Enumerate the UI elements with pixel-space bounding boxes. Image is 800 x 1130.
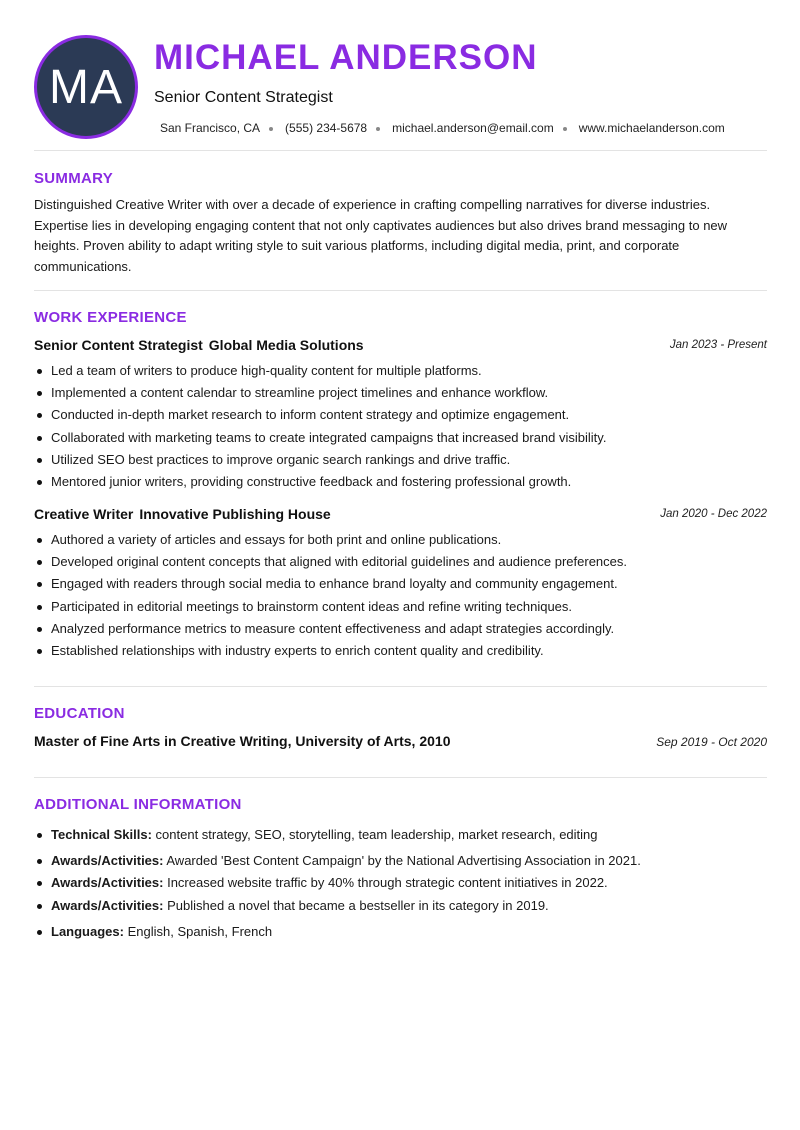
list-item [34, 824, 767, 846]
list-item: Established relationships with industry experts to enrich content quality and credibility. [34, 640, 767, 662]
list-item: Analyzed performance metrics to measure content effectiveness and adapt strategies accordingly. [34, 618, 767, 640]
list-item: Utilized SEO best practices to improve organic search rankings and drive traffic. [34, 449, 767, 471]
job-entry [34, 337, 767, 493]
list-item: Implemented a content calendar to streamline project timelines and enhance workflow. [34, 382, 767, 404]
contact-email[interactable]: michael.anderson@email.com [392, 121, 554, 135]
list-item [34, 872, 767, 894]
section-divider [34, 686, 767, 687]
list-item: Developed original content concepts that aligned with editorial guidelines and audience preferences. [34, 551, 767, 573]
job-company: Innovative Publishing House [139, 506, 331, 522]
job-company: Global Media Solutions [208, 337, 364, 353]
education-heading: EDUCATION [34, 705, 125, 722]
additional-info-heading: ADDITIONAL INFORMATION [34, 796, 242, 813]
contact-location: San Francisco, CA [160, 121, 261, 135]
separator-dot [376, 127, 380, 131]
candidate-title: Senior Content Strategist [154, 89, 333, 106]
education-degree: Master of Fine Arts in Creative Writing, University of Arts, 2010 [34, 733, 451, 749]
work-experience-heading: WORK EXPERIENCE [34, 309, 187, 326]
job-header [34, 506, 767, 526]
info-label: Languages: [51, 923, 124, 939]
summary-heading: SUMMARY [34, 170, 114, 187]
list-item: Led a team of writers to produce high-quality content for multiple platforms. [34, 360, 767, 382]
list-item: Mentored junior writers, providing constructive feedback and fostering professional growth. [34, 471, 767, 493]
list-item [34, 921, 767, 943]
section-divider [34, 777, 767, 778]
separator-dot [563, 127, 567, 131]
resume-page [34, 0, 767, 939]
list-item: Collaborated with marketing teams to create integrated campaigns that increased brand visibility. [34, 427, 767, 449]
education-entry [34, 733, 767, 753]
info-text: Published a novel that became a bestseller in its category in 2019. [167, 897, 549, 913]
job-role: Senior Content Strategist [34, 337, 203, 353]
section-divider [34, 150, 767, 151]
contact-website[interactable]: www.michaelanderson.com [578, 121, 725, 135]
list-item [34, 850, 767, 872]
candidate-name: MICHAEL ANDERSON [154, 38, 538, 77]
additional-info-list [34, 820, 767, 943]
info-text: Awarded 'Best Content Campaign' by the National Advertising Association in 2021. [166, 853, 641, 869]
job-bullets [34, 360, 767, 493]
list-item [34, 895, 767, 917]
list-item: Authored a variety of articles and essays for both print and online publications. [34, 529, 767, 551]
info-label: Awards/Activities: [51, 875, 164, 891]
info-text: content strategy, SEO, storytelling, team leadership, market research, editing [155, 827, 598, 842]
resume-header [34, 0, 767, 150]
list-item: Participated in editorial meetings to brainstorm content ideas and refine writing techniques. [34, 596, 767, 618]
separator-dot [269, 127, 273, 131]
list-item: Engaged with readers through social media to enhance brand loyalty and community engagement. [34, 573, 767, 595]
info-label: Awards/Activities: [51, 897, 164, 913]
job-date: Jan 2023 - Present [669, 339, 767, 351]
education-date: Sep 2019 - Oct 2020 [656, 735, 767, 749]
info-text: English, Spanish, French [127, 923, 273, 939]
avatar-initials: MA [49, 60, 123, 114]
info-label: Technical Skills: [51, 827, 152, 842]
summary-text: Distinguished Creative Writer with over a decade of experience in crafting compelling narratives for diverse industries. Expertise lies in developing engaging content that not only captivates audiences but also drives brand messaging to new heights. Proven ability to adapt writing style to suit various platforms, including digital media, print, and corporate communications. [34, 197, 728, 274]
info-label: Awards/Activities: [51, 853, 164, 869]
contact-phone: (555) 234-5678 [285, 121, 368, 135]
contact-row [160, 121, 725, 135]
job-bullets [34, 529, 767, 662]
job-date: Jan 2020 - Dec 2022 [660, 508, 767, 520]
info-text: Increased website traffic by 40% through strategic content initiatives in 2022. [167, 875, 608, 891]
list-item: Conducted in-depth market research to inform content strategy and optimize engagement. [34, 404, 767, 426]
section-divider [34, 290, 767, 291]
job-role: Creative Writer [34, 506, 134, 522]
job-entry [34, 506, 767, 662]
avatar [34, 35, 138, 139]
job-header [34, 337, 767, 357]
